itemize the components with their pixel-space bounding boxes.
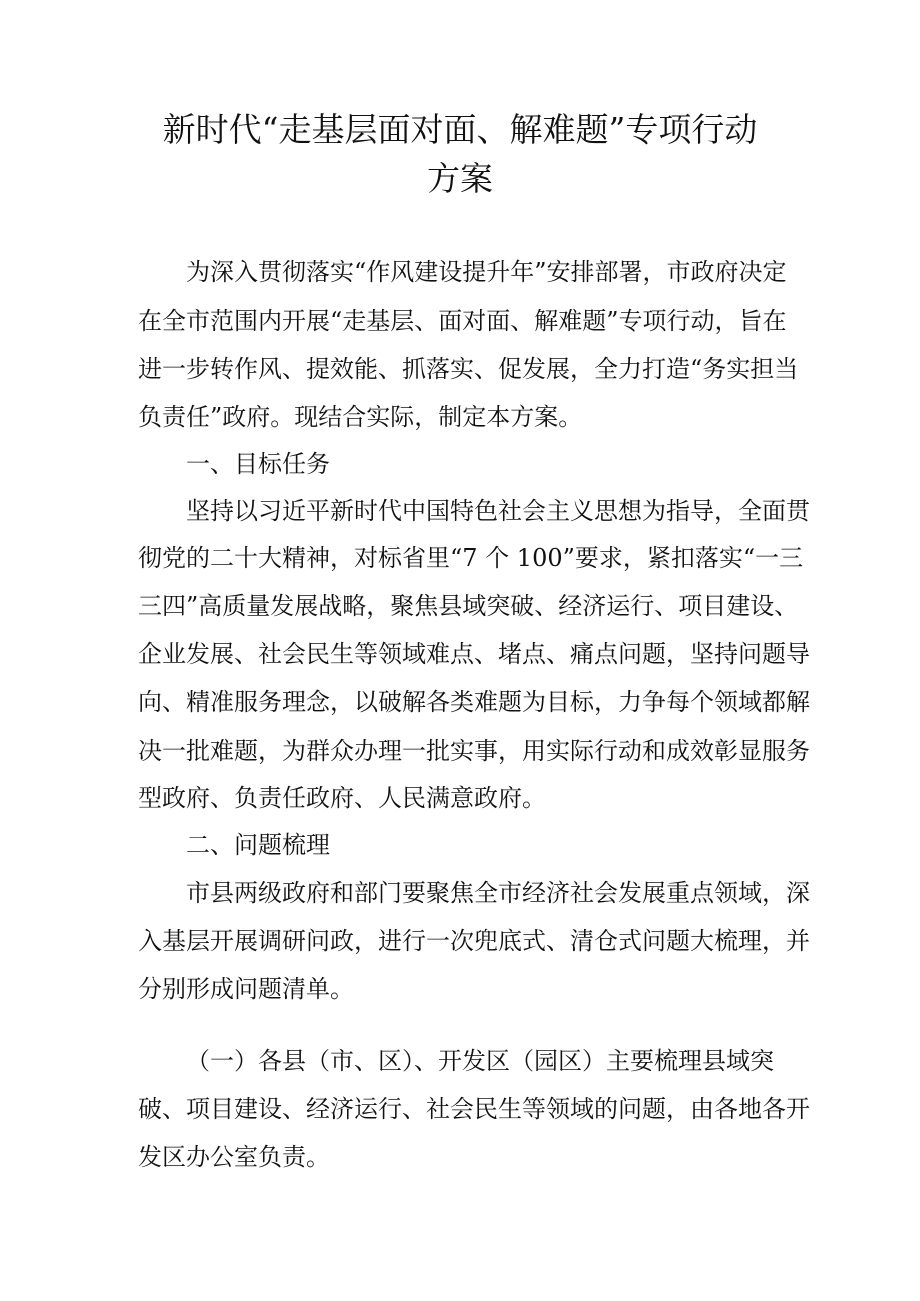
subsection-1-line-3: 发区办公室负责。 xyxy=(138,1143,330,1171)
section-1-paragraph-line-1: 坚持以习近平新时代中国特色社会主义思想为指导，全面贯 xyxy=(186,497,810,525)
section-1-paragraph-line-3: 三四”高质量发展战略，聚焦县域突破、经济运行、项目建设、 xyxy=(138,592,799,620)
section-1-paragraph-line-7: 型政府、负责任政府、人民满意政府。 xyxy=(138,784,546,812)
subsection-1-line-1: （一）各县（市、区）、开发区（园区）主要梳理县域突 xyxy=(186,1047,774,1075)
section-1-paragraph-line-4: 企业发展、社会民生等领域难点、堵点、痛点问题，坚持问题导 xyxy=(138,640,810,668)
section-2-paragraph-line-3: 分别形成问题清单。 xyxy=(138,975,354,1003)
section-heading-2: 二、问题梳理 xyxy=(186,831,330,859)
section-1-paragraph-line-2: 彻党的二十大精神，对标省里“7 个 100”要求，紧扣落实“一三 xyxy=(138,544,804,572)
intro-paragraph-line-4: 负责任”政府。现结合实际，制定本方案。 xyxy=(138,403,583,431)
section-2-paragraph-line-2: 入基层开展调研问政，进行一次兜底式、清仓式问题大梳理，并 xyxy=(138,927,810,955)
section-heading-1: 一、目标任务 xyxy=(186,450,330,478)
intro-paragraph-line-2: 在全市范围内开展“走基层、面对面、解难题”专项行动，旨在 xyxy=(138,307,787,335)
section-1-paragraph-line-6: 决一批难题，为群众办理一批实事，用实际行动和成效彰显服务 xyxy=(138,737,810,765)
document-title-line-2: 方案 xyxy=(427,159,493,198)
intro-paragraph-line-3: 进一步转作风、提效能、抓落实、促发展，全力打造“务实担当 xyxy=(138,355,799,383)
document-title-line-1: 新时代“走基层面对面、解难题”专项行动 xyxy=(162,110,758,149)
subsection-1-line-2: 破、项目建设、经济运行、社会民生等领域的问题，由各地各开 xyxy=(138,1095,810,1123)
intro-paragraph-line-1: 为深入贯彻落实“作风建设提升年”安排部署，市政府决定 xyxy=(186,258,787,286)
section-1-paragraph-line-5: 向、精准服务理念，以破解各类难题为目标，力争每个领域都解 xyxy=(138,688,810,716)
section-2-paragraph-line-1: 市县两级政府和部门要聚焦全市经济社会发展重点领域，深 xyxy=(186,879,810,907)
